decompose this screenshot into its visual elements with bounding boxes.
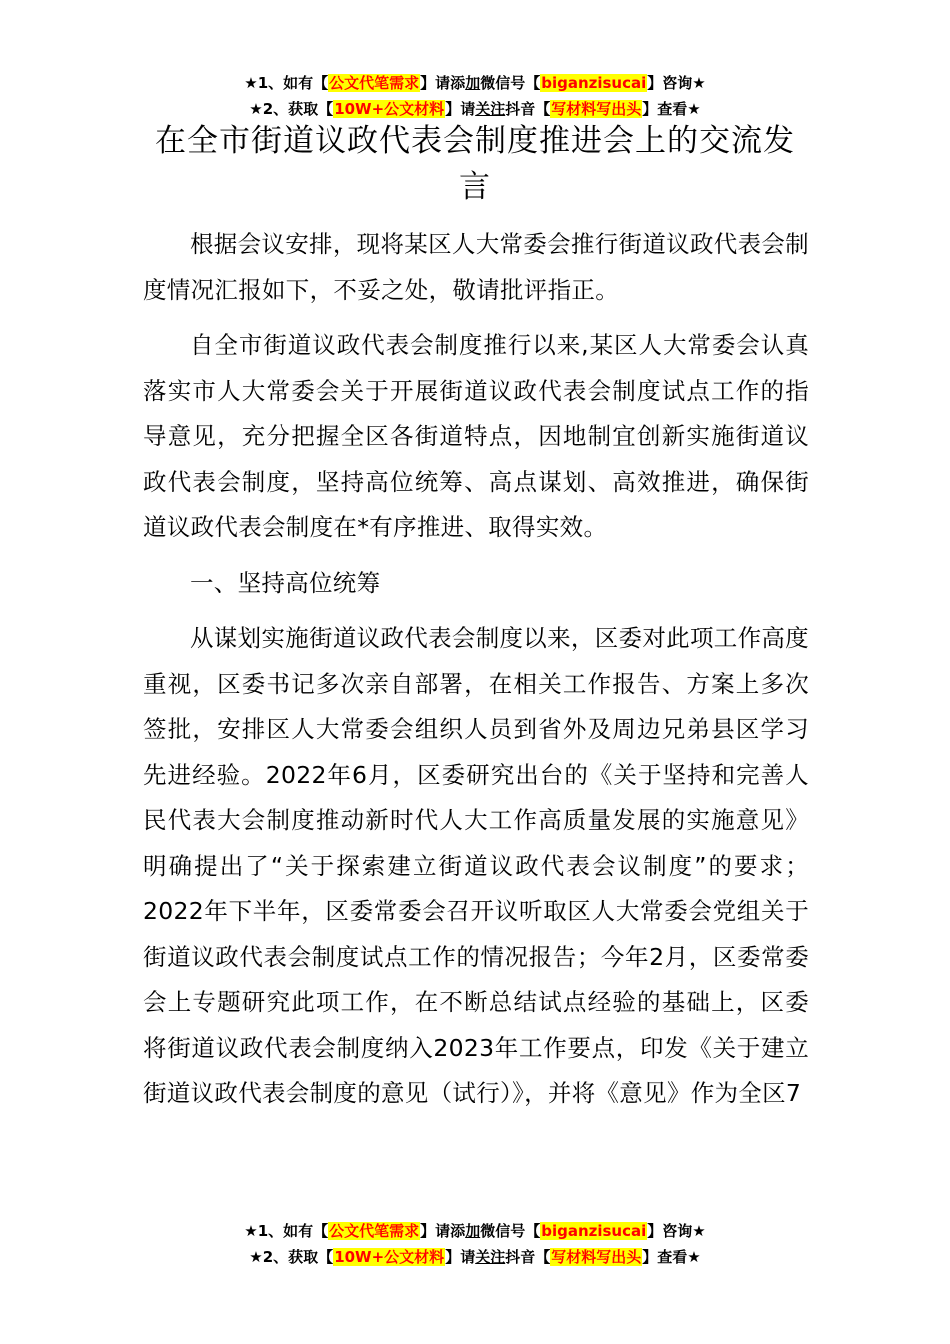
document-body [143, 222, 809, 1127]
promo-text: 抖音【 [505, 100, 551, 118]
body-paragraph: 从谋划实施街道议政代表会制度以来，区委对此项工作高度重视，区委书记多次亲自部署，在相关工作报告、方案上多次签批，安排区人大常委会组织人员到省外及周边兄弟县区学习先进经验。2022年6月，区委研究出台的《关于坚持和完善人民代表大会制度推动新时代人大工作高质量发展的实施意见》明确提出了“关于探索建立街道议政代表会议制度”的要求；2022年下半年，区委常委会召开议听取区人大常委会党组关于街道议政代表会制度试点工作的情况报告；今年2月，区委常委会上专题研究此项工作，在不断总结试点经验的基础上，区委将街道议政代表会制度纳入2023年工作要点，印发《关于建立街道议政代表会制度的意见（试行）》，并将《意见》作为全区7 [143, 624, 809, 1107]
section-heading: 一、坚持高位统筹 [190, 568, 381, 597]
promo-line-1 [0, 1218, 950, 1244]
promo-underlined-text: 关注 [475, 100, 506, 118]
bottom-promo-banner [0, 1218, 950, 1270]
promo-text: ★1、如有【 [244, 74, 329, 92]
document-title: 在全市街道议政代表会制度推进会上的交流发言 [155, 123, 795, 205]
promo-highlight: 10W+公文材料 [334, 100, 445, 118]
promo-text: 】请添 [420, 74, 466, 92]
promo-text: 】请 [445, 1248, 476, 1266]
body-paragraph: 自全市街道议政代表会制度推行以来,某区人大常委会认真落实市人大常委会关于开展街道议政代表会制度试点工作的指导意见，充分把握全区各街道特点，因地制宜创新实施街道议政代表会制度，坚持高位统筹、高点谋划、高效推进，确保街道议政代表会制度在*有序推进、取得实效。 [143, 331, 809, 541]
promo-line-1 [0, 70, 950, 96]
promo-text: ★1、如有【 [244, 1222, 329, 1240]
promo-text: 微信号【 [480, 74, 541, 92]
promo-underlined-text: 关注 [475, 1248, 506, 1266]
promo-underlined-text: 加 [465, 1222, 481, 1240]
promo-text: 】查看★ [642, 100, 701, 118]
promo-line-2 [0, 1244, 950, 1270]
promo-text: 微信号【 [480, 1222, 541, 1240]
promo-text: 】查看★ [642, 1248, 701, 1266]
promo-highlight: biganzisucai [541, 74, 647, 92]
promo-highlight: 写材料写出头 [551, 1248, 642, 1266]
promo-highlight: 写材料写出头 [551, 100, 642, 118]
body-paragraph: 根据会议安排，现将某区人大常委会推行街道议政代表会制度情况汇报如下，不妥之处，敬请批评指正。 [143, 230, 809, 304]
promo-text: ★2、获取【 [249, 1248, 334, 1266]
promo-text: 】请 [445, 100, 476, 118]
promo-text: 】咨询★ [647, 1222, 706, 1240]
promo-highlight: 公文代笔需求 [329, 74, 420, 92]
promo-highlight: 10W+公文材料 [334, 1248, 445, 1266]
promo-text: 】请添 [420, 1222, 466, 1240]
promo-highlight: 公文代笔需求 [329, 1222, 420, 1240]
promo-highlight: biganzisucai [541, 1222, 647, 1240]
promo-underlined-text: 加 [465, 74, 481, 92]
top-promo-banner [0, 70, 950, 122]
promo-text: 】咨询★ [647, 74, 706, 92]
promo-text: 抖音【 [505, 1248, 551, 1266]
promo-text: ★2、获取【 [249, 100, 334, 118]
